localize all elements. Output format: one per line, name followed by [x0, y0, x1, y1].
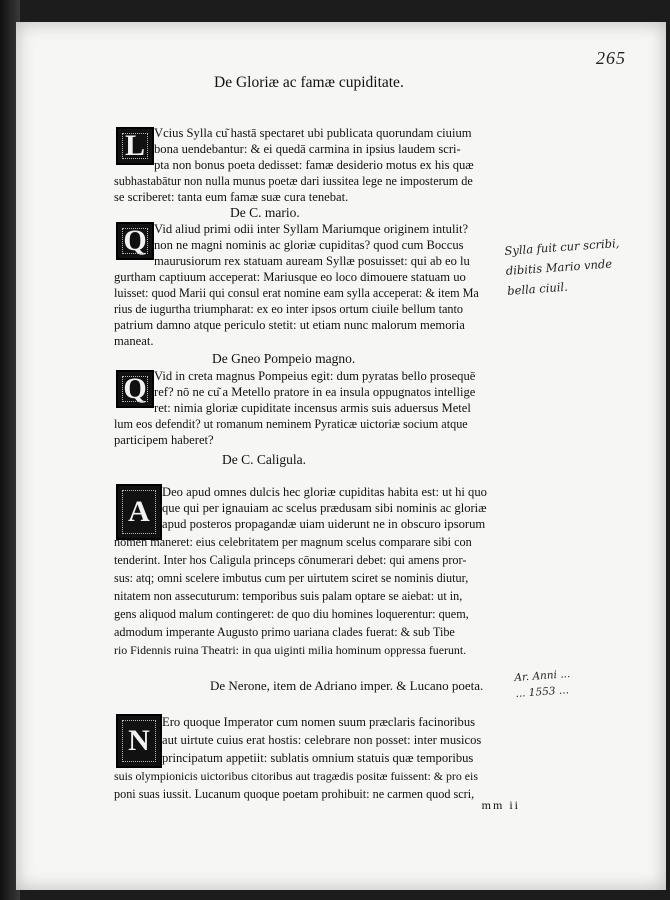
text-line: aut uirtute cuius erat hostis: celebrare non posset: inter musicos	[162, 733, 482, 747]
text-line: suis olympionicis uictoribus citoribus aut tragædis positæ fuissent: & pro eis	[114, 769, 478, 783]
note-line: Sylla fuit cur scribi,	[504, 235, 620, 258]
text-line: pta non bonus poeta dedisset: famæ desiderio motus ex his quæ	[154, 158, 474, 172]
section-heading: De C. Caligula.	[222, 452, 306, 467]
text-line: rius de iugurtha triumpharat: ex eo inter ipsos ortum ciuile bellum tanto	[114, 302, 463, 316]
note-line: dibitis Mario vnde	[505, 256, 613, 278]
signature-mark: mm ii	[481, 798, 520, 812]
text-line: Deo apud omnes dulcis hec gloriæ cupiditas habita est: ut hi quo	[162, 485, 487, 499]
text-line: nomen maneret: eius celebritatem per magnum scelus comparare sibi con	[114, 535, 472, 549]
decorated-initial-a	[116, 484, 162, 540]
initial-letter: L	[124, 129, 145, 162]
text-line: maurusiorum rex statuam auream Syllæ posuisset: qui ab eo lu	[154, 254, 470, 268]
text-line: tenderint. Inter hos Caligula princeps cōnumerari debet: qui amens pror-	[114, 553, 467, 567]
text-line: gurtham captiuum acceperat: Mariusque eo loco dimouere statuam uo	[114, 270, 466, 284]
text-line: rio Fidennis ruina Theatri: in qua uiginti milia hominum oppressa fuerunt.	[114, 643, 467, 657]
text-line: poni suas iussit. Lucanum quoque poetam prohibuit: ne carmen quod scri,	[114, 787, 475, 801]
text-line: ref? nō ne cu͂ a Metello pratore in ea insula oppugnatos intellige	[154, 385, 476, 399]
text-line: admodum imperante Augusto primo uariana clades fuerat: & sub Tibe	[114, 625, 455, 639]
text-line: lum eos defendit? ut romanum neminem Pyraticæ uictoriæ socium atque	[114, 417, 468, 431]
text-line: nitatem non assecuturum: temporibus suis palam optare se aiebat: ut in,	[114, 589, 463, 603]
initial-letter: Q	[123, 224, 147, 257]
note-line: Ar. Anni ...	[514, 668, 571, 684]
initial-letter: Q	[123, 372, 147, 405]
initial-letter: A	[128, 495, 150, 528]
text-line: Ero quoque Imperator cum nomen suum præclaris facinoribus	[162, 715, 476, 729]
decorated-initial-q	[116, 370, 154, 408]
handwritten-margin-note	[504, 236, 623, 298]
decorated-initial-n	[116, 714, 162, 768]
text-line: sus: atq; omni scelere imbutus cum per uirtutem sciret se nominis diutur,	[114, 571, 469, 585]
text-line: bona uendebantur: & ei quedā carmina in ipsius laudem scri-	[154, 142, 461, 156]
handwritten-margin-note	[514, 668, 572, 700]
text-line: se scriberet: tanta eum famæ suæ cura tenebat.	[114, 190, 349, 204]
decorated-initial-l	[116, 127, 154, 165]
section-heading: De Gneo Pompeio magno.	[212, 351, 356, 366]
text-line: subhastabātur non nulla munus poetæ dari iussitea lege ne imposterum de	[114, 174, 473, 188]
text-line: participem haberet?	[114, 433, 214, 447]
text-line: principatum appetiit: sublatis omnium statuis quæ temporibus	[162, 751, 474, 765]
text-line: luisset: quod Marii qui consul erat nomine eam sylla acceperat: & item Ma	[114, 286, 479, 300]
text-line: Vid aliud primi odii inter Syllam Mariumque originem intulit?	[154, 222, 469, 236]
section-heading: De Nerone, item de Adriano imper. & Lucano poeta.	[210, 678, 484, 693]
note-line: ... 1553 ...	[515, 684, 570, 700]
text-line: apud posteros propagandæ uiam uiderunt ne in obscuro ipsorum	[162, 517, 486, 531]
book-page	[16, 22, 666, 890]
initial-letter: N	[128, 724, 150, 757]
running-head: De Gloriæ ac famæ cupiditate.	[214, 74, 404, 91]
text-line: Vid in creta magnus Pompeius egit: dum pyratas bello prosequē	[154, 369, 476, 383]
note-line: bella ciuil.	[506, 279, 569, 298]
text-line: que qui per ignauiam ac scelus prædusam sibi nominis ac gloriæ	[162, 501, 487, 515]
page-number: 265	[596, 48, 626, 68]
decorated-initial-q	[116, 222, 154, 260]
text-line: maneat.	[114, 334, 154, 348]
text-line: gens aliquod malum contingeret: de quo diu homines loquerentur: quem,	[114, 607, 469, 621]
text-line: non ne magni nominis ac gloriæ cupiditas? quod cum Boccus	[154, 238, 464, 252]
section-heading: De C. mario.	[230, 205, 300, 220]
text-line: patrium damno atque periculo stetit: ut etiam nunc malorum memoria	[114, 318, 465, 332]
text-line: ret: nimia gloriæ cupiditate incensus armis suis aduersus Metel	[154, 401, 471, 415]
text-line: Vcius Sylla cu͂ hastā spectaret ubi publicata quorundam ciuium	[154, 126, 472, 140]
